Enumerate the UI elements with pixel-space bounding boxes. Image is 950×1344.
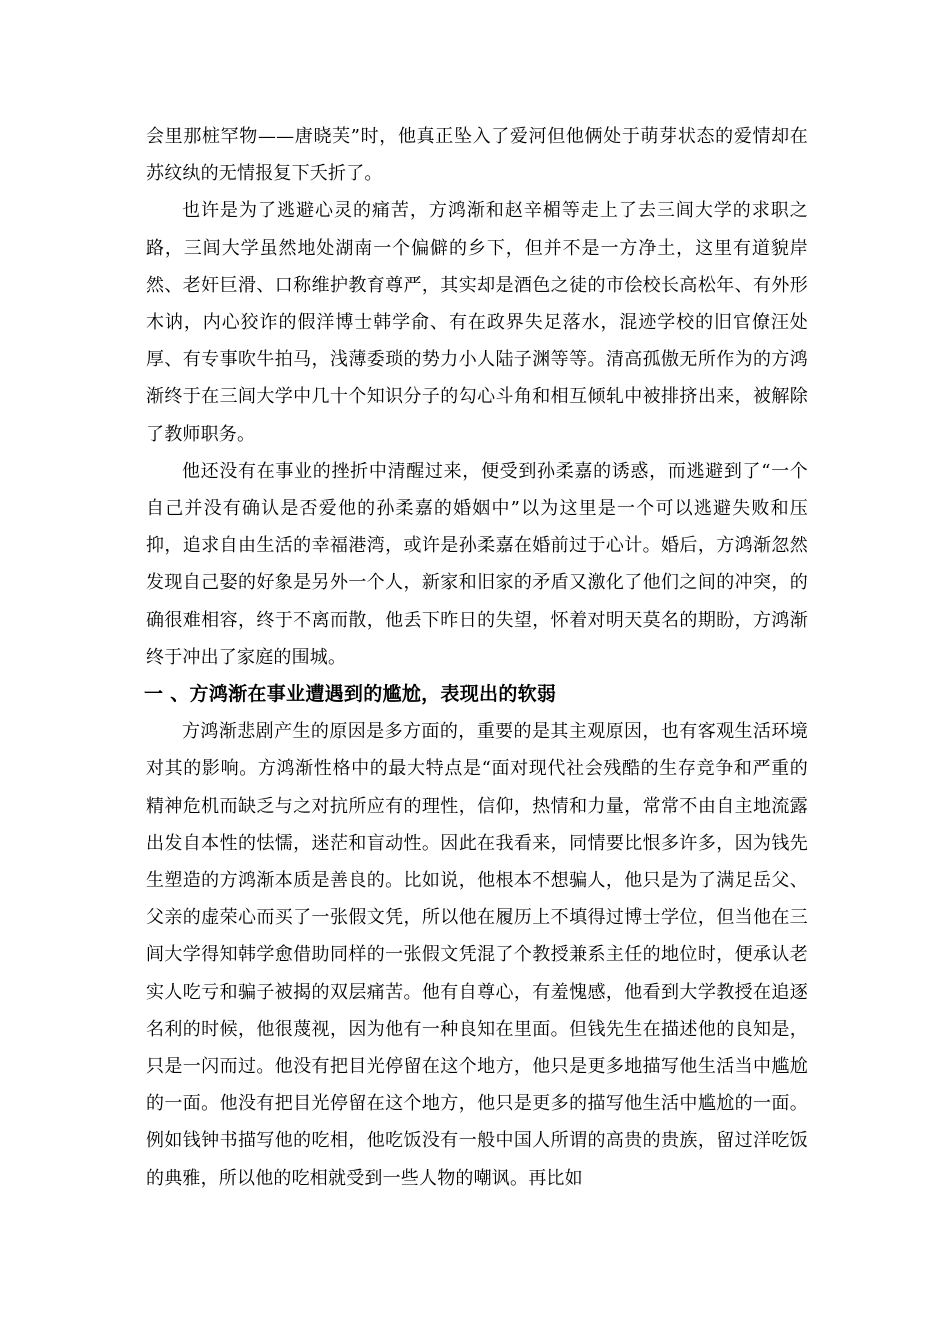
paragraph-continuation: 会里那桩罕物——唐晓芙”时，他真正坠入了爱河但他俩处于萌芽状态的爱情却在苏纹纨的无情报复下夭折了。 bbox=[146, 126, 808, 185]
paragraph-marriage: 他还没有在事业的挫折中清醒过来，便受到孙柔嘉的诱惑，而逃避到了“一个自己并没有确认是否爱他的孙柔嘉的婚姻中”以为这里是一个可以逃避失败和压抑，追求自由生活的幸福港湾，或许是孙柔嘉在婚前过于心计。婚后，方鸿渐忽然发现自己娶的好象是另外一个人，新家和旧家的矛盾又激化了他们之间的冲突，的确很难相容，终于不离而散，他丢下昨日的失望，怀着对明天莫名的期盼，方鸿渐终于冲出了家庭的围城。 bbox=[146, 460, 808, 668]
paragraph-tragedy-causes: 方鸿渐悲剧产生的原因是多方面的，重要的是其主观原因，也有客观生活环境对其的影响。方鸿渐性格中的最大特点是“面对现代社会残酷的生存竞争和严重的精神危机而缺乏与之对抗所应有的理性，信仰，热情和力量，常常不由自主地流露出发自本性的怯懦，迷茫和盲动性。因此在我看来，同情要比恨多许多，因为钱先生塑造的方鸿渐本质是善良的。比如说，他根本不想骗人，他只是为了满足岳父、父亲的虚荣心而买了一张假文凭，所以他在履历上不填得过博士学位，但当他在三闾大学得知韩学愈借助同样的一张假文凭混了个教授兼系主任的地位时，便承认老实人吃亏和骗子被揭的双层痛苦。他有自尊心，有羞愧感，他看到大学教授在追逐名利的时候，他很蔑视，因为他有一种良知在里面。但钱先生在描述他的良知是，只是一闪而过。他没有把目光停留在这个地方，他只是更多地描写他生活当中尴尬的一面。他没有把目光停留在这个地方，他只是更多的描写他生活中尴尬的一面。例如钱钟书描写他的吃相，他吃饭没有一般中国人所谓的高贵的贵族，留过洋吃饭的典雅，所以他的吃相就受到一些人物的嘲讽。再比如 bbox=[146, 721, 808, 1189]
document-page bbox=[146, 118, 808, 1197]
section-heading: 一 、方鸿渐在事业遭遇到的尴尬，表现出的软弱 bbox=[144, 683, 557, 706]
paragraph-sanlu-university: 也许是为了逃避心灵的痛苦，方鸿渐和赵辛楣等走上了去三闾大学的求职之路，三闾大学虽然地处湖南一个偏僻的乡下，但并不是一方净土，这里有道貌岸然、老奸巨滑、口称维护教育尊严，其实却是酒色之徒的市侩校长高松年、有外形木讷，内心狡诈的假洋博士韩学俞、有在政界失足落水，混迹学校的旧官僚汪处厚、有专事吹牛拍马，浅薄委琐的势力小人陆子渊等等。清高孤傲无所作为的方鸿渐终于在三闾大学中几十个知识分子的勾心斗角和相互倾轧中被排挤出来，被解除了教师职务。 bbox=[146, 200, 808, 445]
